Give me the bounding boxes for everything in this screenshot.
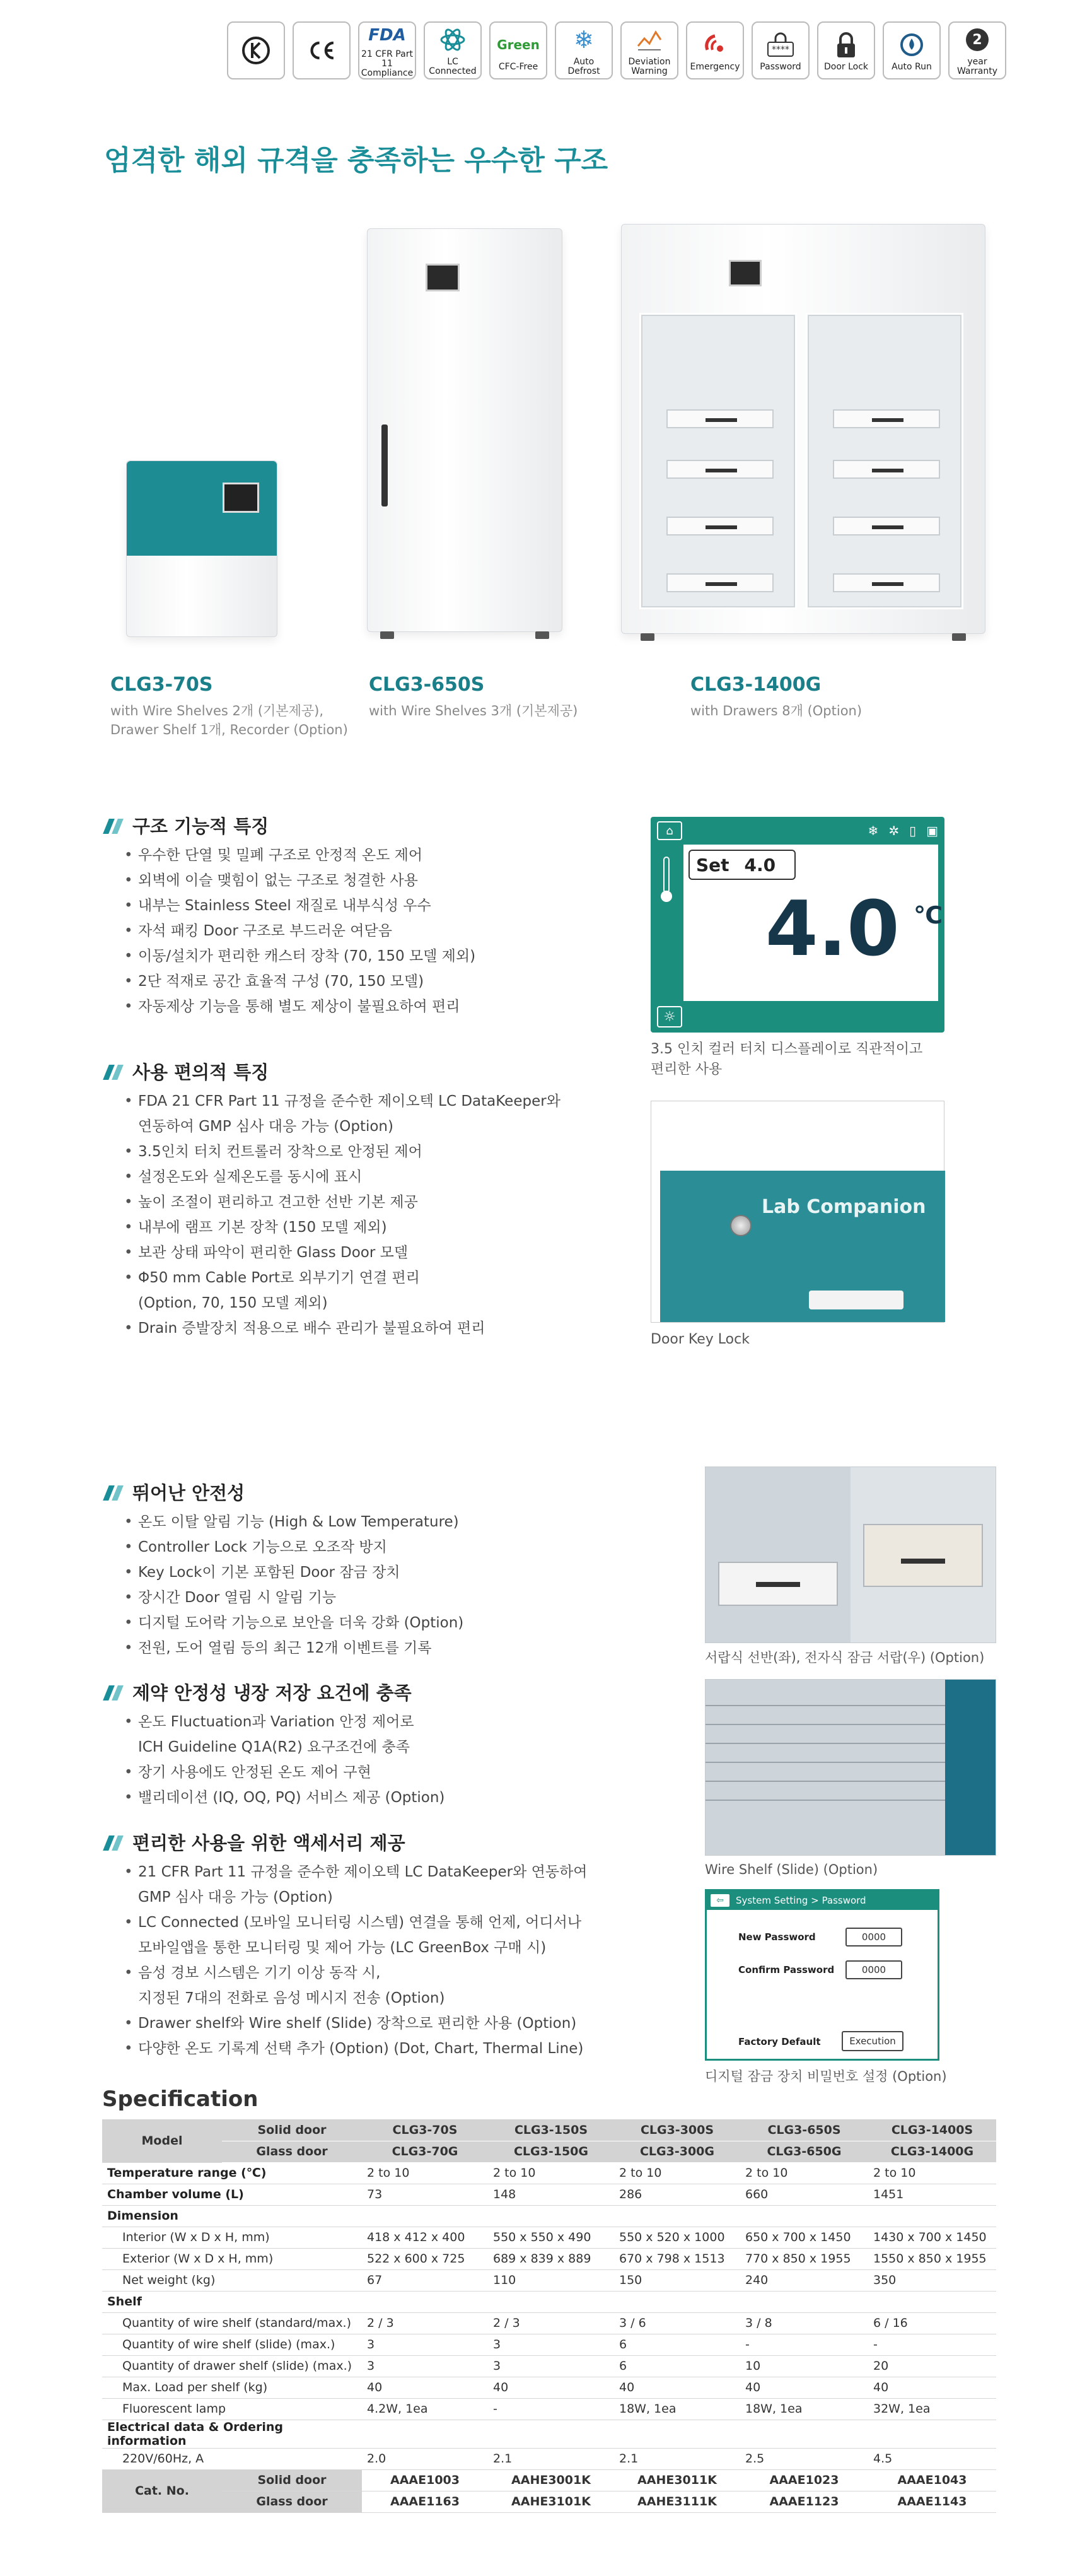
table-row bbox=[102, 2355, 996, 2377]
table-cell bbox=[614, 2205, 740, 2227]
table-row bbox=[102, 2291, 996, 2312]
table-cell: 4.2W, 1ea bbox=[362, 2398, 488, 2420]
table-cell: 1451 bbox=[868, 2184, 996, 2205]
row-label: Quantity of wire shelf (slide) (max.) bbox=[102, 2334, 362, 2355]
table-row bbox=[102, 2162, 996, 2184]
emergency-badge: Emergency bbox=[686, 21, 744, 79]
snowflake-icon: ❄ bbox=[574, 26, 594, 54]
ce-badge bbox=[293, 21, 351, 79]
table-row bbox=[102, 2184, 996, 2205]
table-row bbox=[102, 2248, 996, 2269]
section-title-convenience: 사용 편의적 특징 bbox=[102, 1058, 269, 1084]
list-item: • Drain 증발장치 적용으로 배수 관리가 불필요하여 편리 bbox=[123, 1316, 561, 1341]
door-lock-badge: Door Lock bbox=[817, 21, 875, 79]
list-item: • 온도 이탈 알림 기능 (High & Low Temperature) bbox=[123, 1509, 463, 1535]
list-item: • Key Lock이 기본 포함된 Door 잠금 장치 bbox=[123, 1560, 463, 1585]
table-cell: 18W, 1ea bbox=[614, 2398, 740, 2420]
key-lock-icon bbox=[730, 1215, 752, 1236]
table-cell: 2 to 10 bbox=[868, 2162, 996, 2184]
table-cell: 650 x 700 x 1450 bbox=[740, 2227, 868, 2248]
product-image-clg3-1400g bbox=[621, 224, 985, 634]
product-image-clg3-650s bbox=[367, 228, 562, 632]
deviation-graph-icon bbox=[634, 25, 665, 55]
table-cell bbox=[488, 2205, 614, 2227]
table-cell bbox=[488, 2420, 614, 2448]
row-label: 220V/60Hz, A bbox=[102, 2448, 362, 2469]
product-image-clg3-70s bbox=[126, 460, 277, 637]
row-label: Net weight (kg) bbox=[102, 2269, 362, 2291]
convenience-feature-list bbox=[123, 1089, 561, 1341]
list-item: • 밸리데이션 (IQ, OQ, PQ) 서비스 제공 (Option) bbox=[123, 1785, 444, 1810]
row-label: Chamber volume (L) bbox=[102, 2184, 362, 2205]
table-cell: 4.5 bbox=[868, 2448, 996, 2469]
table-cell: 18W, 1ea bbox=[740, 2398, 868, 2420]
table-cell: 1430 x 700 x 1450 bbox=[868, 2227, 996, 2248]
table-row: Model Solid door CLG3-70S CLG3-150S CLG3-300S CLG3-650S CLG3-1400S bbox=[102, 2119, 996, 2141]
list-item: • 보관 상태 파악이 편리한 Glass Door 모델 bbox=[123, 1240, 561, 1265]
table-cell: 418 x 412 x 400 bbox=[362, 2227, 488, 2248]
table-row bbox=[102, 2312, 996, 2334]
table-row bbox=[102, 2377, 996, 2398]
fda-badge: FDA 21 CFR Part 11 Compliance bbox=[358, 21, 416, 79]
list-item: • 우수한 단열 및 밀폐 구조로 안정적 온도 제어 bbox=[123, 843, 475, 868]
table-cell: 10 bbox=[740, 2355, 868, 2377]
wire-shelf-photo bbox=[705, 1679, 996, 1856]
table-cell: 2.1 bbox=[614, 2448, 740, 2469]
row-label: Temperature range (℃) bbox=[102, 2162, 362, 2184]
row-label: Max. Load per shelf (kg) bbox=[102, 2377, 362, 2398]
list-item: • Drawer shelf와 Wire shelf (Slide) 장착으로 편리한 사용 (Option) bbox=[123, 2011, 588, 2036]
table-cell: 3 bbox=[488, 2355, 614, 2377]
fan-status-icon: ✲ bbox=[888, 823, 900, 838]
new-password-field: 0000 bbox=[845, 1928, 902, 1947]
password-caption: 디지털 잠금 장치 비밀번호 설정 (Option) bbox=[705, 2069, 947, 2084]
table-row bbox=[102, 2334, 996, 2355]
green-cfc-free-badge: Green CFC-Free bbox=[489, 21, 547, 79]
table-cell: 550 x 520 x 1000 bbox=[614, 2227, 740, 2248]
table-cell: - bbox=[488, 2398, 614, 2420]
auto-defrost-badge: ❄ Auto Defrost bbox=[555, 21, 613, 79]
table-cell: 3 / 8 bbox=[740, 2312, 868, 2334]
defrost-status-icon: ❄ bbox=[868, 823, 879, 838]
row-label: Quantity of wire shelf (standard/max.) bbox=[102, 2312, 362, 2334]
list-item: • 디지털 도어락 기능으로 보안을 더욱 강화 (Option) bbox=[123, 1610, 463, 1636]
kc-mark-icon bbox=[241, 35, 271, 66]
table-cell: 2 to 10 bbox=[614, 2162, 740, 2184]
row-label: Exterior (W x D x H, mm) bbox=[102, 2248, 362, 2269]
wire-photo-caption: Wire Shelf (Slide) (Option) bbox=[705, 1862, 878, 1877]
list-item: • Controller Lock 기능으로 오조작 방지 bbox=[123, 1535, 463, 1560]
section-title-structure: 구조 기능적 특징 bbox=[102, 812, 269, 838]
section-marker-icon bbox=[102, 817, 124, 834]
table-cell: 40 bbox=[362, 2377, 488, 2398]
list-item: • 온도 Fluctuation과 Variation 안정 제어로 ICH Guideline Q1A(R2) 요구조건에 충족 bbox=[123, 1709, 444, 1760]
table-cell: 2 to 10 bbox=[362, 2162, 488, 2184]
table-row: Cat. No. Solid door AAAE1003 AAHE3001K AAHE3011K AAAE1023 AAAE1043 bbox=[102, 2469, 996, 2491]
table-cell: 73 bbox=[362, 2184, 488, 2205]
list-item: • 이동/설치가 편리한 캐스터 장착 (70, 150 모델 제외) bbox=[123, 944, 475, 969]
row-label: Interior (W x D x H, mm) bbox=[102, 2227, 362, 2248]
product-name: CLG3-650S bbox=[369, 674, 485, 696]
accessory-feature-list bbox=[123, 1859, 588, 2061]
password-badge: **** Password bbox=[752, 21, 810, 79]
emergency-icon bbox=[700, 30, 730, 60]
table-cell: 110 bbox=[488, 2269, 614, 2291]
list-item: • 외벽에 이슬 맺힘이 없는 구조로 청결한 사용 bbox=[123, 868, 475, 893]
table-row: Glass door AAAE1163 AAHE3101K AAHE3111K AAAE1123 AAAE1143 bbox=[102, 2491, 996, 2512]
row-label: Shelf bbox=[102, 2291, 362, 2312]
section-marker-icon bbox=[102, 1063, 124, 1080]
svg-text:****: **** bbox=[772, 44, 789, 55]
section-marker-icon bbox=[102, 1834, 124, 1851]
table-cell: 2.0 bbox=[362, 2448, 488, 2469]
product-desc: with Wire Shelves 2개 (기본제공), Drawer Shelf 1개, Recorder (Option) bbox=[110, 703, 348, 737]
drawer-photo-caption: 서랍식 선반(좌), 전자식 잠금 서랍(우) (Option) bbox=[705, 1650, 985, 1665]
list-item: • 자동제상 기능을 통해 별도 제상이 불필요하여 편리 bbox=[123, 994, 475, 1019]
table-cell bbox=[868, 2205, 996, 2227]
row-label: Electrical data & Ordering information bbox=[102, 2420, 362, 2448]
section-marker-icon bbox=[102, 1484, 124, 1501]
table-cell: 6 bbox=[614, 2334, 740, 2355]
table-row bbox=[102, 2448, 996, 2469]
table-cell: 660 bbox=[740, 2184, 868, 2205]
table-cell: 689 x 839 x 889 bbox=[488, 2248, 614, 2269]
table-cell: 67 bbox=[362, 2269, 488, 2291]
table-row bbox=[102, 2420, 996, 2448]
table-cell: 40 bbox=[740, 2377, 868, 2398]
table-cell bbox=[362, 2291, 488, 2312]
table-row bbox=[102, 2205, 996, 2227]
table-cell: 2 to 10 bbox=[740, 2162, 868, 2184]
kc-badge bbox=[227, 21, 285, 79]
pharma-feature-list bbox=[123, 1709, 444, 1810]
table-cell: 40 bbox=[488, 2377, 614, 2398]
table-cell: 20 bbox=[868, 2355, 996, 2377]
table-cell bbox=[740, 2205, 868, 2227]
set-temperature-box: Set 4.0 bbox=[688, 850, 796, 880]
table-cell: 2 to 10 bbox=[488, 2162, 614, 2184]
list-item: • 음성 경보 시스템은 기기 이상 동작 시, 지정된 7대의 전화로 음성 메시지 전송 (Option) bbox=[123, 1960, 588, 2011]
product-desc: with Drawers 8개 (Option) bbox=[690, 703, 863, 718]
list-item: • 장기 사용에도 안정된 온도 제어 구현 bbox=[123, 1760, 444, 1785]
lock-status-icon: ▣ bbox=[926, 823, 938, 838]
table-cell: 2.5 bbox=[740, 2448, 868, 2469]
table-cell bbox=[614, 2420, 740, 2448]
table-row: Glass door CLG3-70G CLG3-150G CLG3-300G CLG3-650G CLG3-1400G bbox=[102, 2141, 996, 2162]
table-cell: 2 / 3 bbox=[488, 2312, 614, 2334]
ce-mark-icon bbox=[306, 35, 337, 66]
table-cell: 522 x 600 x 725 bbox=[362, 2248, 488, 2269]
table-cell: 770 x 850 x 1955 bbox=[740, 2248, 868, 2269]
list-item: • 내부에 램프 기본 장착 (150 모델 제외) bbox=[123, 1215, 561, 1240]
touch-display-image bbox=[651, 817, 944, 1033]
table-cell bbox=[362, 2205, 488, 2227]
section-title-accessory: 편리한 사용을 위한 액세서리 제공 bbox=[102, 1829, 405, 1855]
display-caption: 3.5 인치 컬러 터치 디스플레이로 직관적이고 편리한 사용 bbox=[651, 1041, 923, 1077]
lc-connected-icon bbox=[438, 25, 468, 55]
keylock-caption: Door Key Lock bbox=[651, 1332, 750, 1347]
current-temperature: 4.0 bbox=[765, 886, 900, 973]
list-item: • 높이 조절이 편리하고 견고한 선반 기본 제공 bbox=[123, 1190, 561, 1215]
deviation-warning-badge: Deviation Warning bbox=[620, 21, 678, 79]
fda-icon: FDA bbox=[368, 25, 406, 45]
product-desc: with Wire Shelves 3개 (기본제공) bbox=[369, 703, 578, 718]
table-cell: 3 bbox=[362, 2334, 488, 2355]
auto-run-icon bbox=[897, 30, 927, 60]
section-title-pharma: 제약 안정성 냉장 저장 요건에 충족 bbox=[102, 1679, 412, 1705]
table-cell: - bbox=[868, 2334, 996, 2355]
table-cell: 550 x 550 x 490 bbox=[488, 2227, 614, 2248]
table-cell: 2 / 3 bbox=[362, 2312, 488, 2334]
door-status-icon: ▯ bbox=[909, 823, 917, 838]
back-arrow-icon: ⇦ bbox=[711, 1894, 729, 1907]
structure-feature-list bbox=[123, 843, 475, 1019]
green-leaf-icon: Green bbox=[497, 37, 540, 52]
product-name: CLG3-1400G bbox=[690, 674, 822, 696]
list-item: • FDA 21 CFR Part 11 규정을 준수한 제이오텍 LC DataKeeper와 연동하여 GMP 심사 대응 가능 (Option) bbox=[123, 1089, 561, 1139]
execution-button: Execution bbox=[842, 2031, 903, 2051]
list-item: • 다양한 온도 기록계 선택 추가 (Option) (Dot, Chart, Thermal Line) bbox=[123, 2036, 588, 2061]
table-row bbox=[102, 2227, 996, 2248]
product-name: CLG3-70S bbox=[110, 674, 213, 696]
password-setting-screen: ⇦ System Setting > Password New Password 0000 Confirm Password 0000 Factory Default Execution bbox=[705, 1889, 939, 2061]
table-cell: 3 / 6 bbox=[614, 2312, 740, 2334]
thermometer-icon bbox=[658, 855, 675, 905]
lc-connected-badge: LC Connected bbox=[424, 21, 482, 79]
table-cell: 32W, 1ea bbox=[868, 2398, 996, 2420]
home-icon: ⌂ bbox=[657, 821, 682, 840]
list-item: • 2단 적재로 공간 효율적 구성 (70, 150 모델) bbox=[123, 969, 475, 994]
table-cell: 286 bbox=[614, 2184, 740, 2205]
section-marker-icon bbox=[102, 1684, 124, 1701]
temperature-unit: ℃ bbox=[914, 901, 943, 929]
table-cell bbox=[614, 2291, 740, 2312]
table-cell: 6 / 16 bbox=[868, 2312, 996, 2334]
table-cell: 150 bbox=[614, 2269, 740, 2291]
list-item: • 설정온도와 실제온도를 동시에 표시 bbox=[123, 1164, 561, 1190]
table-row bbox=[102, 2269, 996, 2291]
table-cell: 2.1 bbox=[488, 2448, 614, 2469]
row-label: Dimension bbox=[102, 2205, 362, 2227]
table-cell: 6 bbox=[614, 2355, 740, 2377]
section-title-safety: 뛰어난 안전성 bbox=[102, 1479, 245, 1505]
table-cell bbox=[868, 2291, 996, 2312]
list-item: • 21 CFR Part 11 규정을 준수한 제이오텍 LC DataKeeper와 연동하여 GMP 심사 대응 가능 (Option) bbox=[123, 1859, 588, 1910]
table-cell: 40 bbox=[614, 2377, 740, 2398]
table-cell: 1550 x 850 x 1955 bbox=[868, 2248, 996, 2269]
password-icon bbox=[765, 30, 796, 60]
table-cell bbox=[362, 2420, 488, 2448]
list-item: • 내부는 Stainless Steel 재질로 내부식성 우수 bbox=[123, 893, 475, 918]
warranty-2-year-icon: 2 bbox=[962, 25, 992, 55]
table-cell: 350 bbox=[868, 2269, 996, 2291]
spec-title: Specification bbox=[102, 2087, 258, 2112]
auto-run-badge: Auto Run bbox=[883, 21, 941, 79]
list-item: • 3.5인치 터치 컨트롤러 장착으로 안정된 제어 bbox=[123, 1139, 561, 1164]
table-cell: 148 bbox=[488, 2184, 614, 2205]
table-cell bbox=[868, 2420, 996, 2448]
certification-badges bbox=[227, 21, 1006, 79]
table-cell: 3 bbox=[362, 2355, 488, 2377]
brand-logo: Lab Companion bbox=[762, 1196, 926, 1218]
table-cell: 40 bbox=[868, 2377, 996, 2398]
list-item: • LC Connected (모바일 모니터링 시스템) 연결을 통해 언제, 어디서나 모바일앱을 통한 모니터링 및 제어 가능 (LC GreenBox 구매 시) bbox=[123, 1910, 588, 1960]
list-item: • Φ50 mm Cable Port로 외부기기 연결 편리 (Option, 70, 150 모델 제외) bbox=[123, 1265, 561, 1316]
row-label: Fluorescent lamp bbox=[102, 2398, 362, 2420]
table-cell: 670 x 798 x 1513 bbox=[614, 2248, 740, 2269]
table-cell: - bbox=[740, 2334, 868, 2355]
specification-table bbox=[102, 2119, 996, 2513]
warranty-badge: 2 year Warranty bbox=[948, 21, 1006, 79]
table-cell bbox=[488, 2291, 614, 2312]
list-item: • 자석 패킹 Door 구조로 부드러운 여닫음 bbox=[123, 918, 475, 944]
table-cell: 3 bbox=[488, 2334, 614, 2355]
door-key-lock-image bbox=[651, 1101, 944, 1323]
row-label: Quantity of drawer shelf (slide) (max.) bbox=[102, 2355, 362, 2377]
table-row bbox=[102, 2398, 996, 2420]
list-item: • 전원, 도어 열림 등의 최근 12개 이벤트를 기록 bbox=[123, 1636, 463, 1661]
padlock-icon bbox=[831, 30, 861, 60]
table-cell: 240 bbox=[740, 2269, 868, 2291]
table-cell bbox=[740, 2420, 868, 2448]
drawer-shelf-photo bbox=[705, 1467, 996, 1643]
table-cell bbox=[740, 2291, 868, 2312]
safety-feature-list bbox=[123, 1509, 463, 1661]
light-icon: ☼ bbox=[657, 1006, 682, 1027]
page-headline: 엄격한 해외 규격을 충족하는 우수한 구조 bbox=[104, 144, 608, 177]
list-item: • 장시간 Door 열림 시 알림 기능 bbox=[123, 1585, 463, 1610]
confirm-password-field: 0000 bbox=[845, 1960, 902, 1979]
